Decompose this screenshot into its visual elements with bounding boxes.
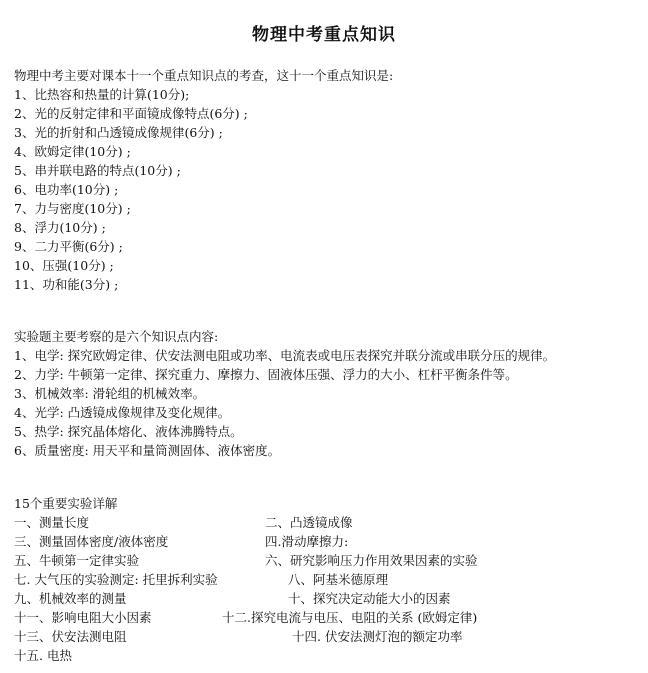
detail-title: 15个重要实验详解 xyxy=(14,496,118,511)
key-point-9: 9、二力平衡(6分) ; xyxy=(14,239,123,254)
key-point-5: 5、串并联电路的特点(10分) ; xyxy=(14,163,181,178)
detail-item-13: 十三、伏安法测电阻 xyxy=(14,629,127,644)
detail-item-12: 十二.探究电流与电压、电阻的关系 (欧姆定律) xyxy=(222,610,478,625)
experiment-4: 4、光学: 凸透镜成像规律及变化规律。 xyxy=(14,405,231,420)
key-point-8: 8、浮力(10分) ; xyxy=(14,220,106,235)
experiments-intro: 实验题主要考察的是六个知识点内容: xyxy=(14,329,219,344)
detail-item-3: 三、测量固体密度/液体密度 xyxy=(14,534,169,549)
key-point-11: 11、功和能(3分) ; xyxy=(14,277,119,292)
intro-text: 物理中考主要对课本十一个重点知识点的考查，这十一个重点知识是: xyxy=(14,68,394,83)
key-point-2: 2、光的反射定律和平面镜成像特点(6分) ; xyxy=(14,106,248,121)
experiment-5: 5、热学: 探究晶体熔化、液体沸腾特点。 xyxy=(14,424,243,439)
key-point-7: 7、力与密度(10分) ; xyxy=(14,201,131,216)
experiment-3: 3、机械效率: 滑轮组的机械效率。 xyxy=(14,386,206,401)
detail-item-7: 七. 大气压的实验测定: 托里拆利实验 xyxy=(14,572,218,587)
experiment-6: 6、质量密度: 用天平和量筒测固体、液体密度。 xyxy=(14,443,281,458)
detail-item-5: 五、牛顿第一定律实验 xyxy=(14,553,140,568)
experiment-2: 2、力学: 牛顿第一定律、探究重力、摩擦力、固液体压强、浮力的大小、杠杆平衡条件等。 xyxy=(14,367,518,382)
detail-item-15: 十五. 电热 xyxy=(14,648,72,663)
detail-item-9: 九、机械效率的测量 xyxy=(14,591,127,606)
detail-item-14: 十四. 伏安法测灯泡的额定功率 xyxy=(292,629,463,644)
key-point-10: 10、压强(10分) ; xyxy=(14,258,114,273)
detail-item-2: 二、凸透镜成像 xyxy=(265,515,353,530)
key-point-4: 4、欧姆定律(10分) ; xyxy=(14,144,131,159)
key-point-6: 6、电功率(10分) ; xyxy=(14,182,119,197)
detail-item-11: 十一、影响电阻大小因素 xyxy=(14,610,152,625)
detail-item-6: 六、研究影响压力作用效果因素的实验 xyxy=(265,553,478,568)
experiment-1: 1、电学: 探究欧姆定律、伏安法测电阻或功率、电流表或电压表探究并联分流或串联分压的规律。 xyxy=(14,348,556,363)
document-title: 物理中考重点知识 xyxy=(252,25,396,45)
detail-item-1: 一、测量长度 xyxy=(14,515,90,530)
key-point-1: 1、比热容和热量的计算(10分); xyxy=(14,87,190,102)
detail-item-4: 四.滑动摩擦力: xyxy=(265,534,349,549)
detail-item-10: 十、探究决定动能大小的因素 xyxy=(288,591,451,606)
detail-item-8: 八、阿基米德原理 xyxy=(288,572,389,587)
key-point-3: 3、光的折射和凸透镜成像规律(6分) ; xyxy=(14,125,223,140)
